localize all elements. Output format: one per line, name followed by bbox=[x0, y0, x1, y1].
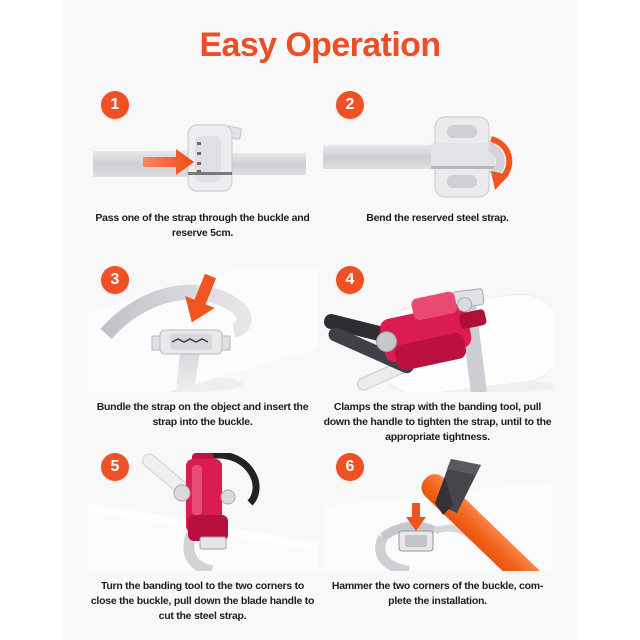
caption-line: Hammer the two corners of the buckle, com- bbox=[331, 580, 544, 592]
caption-line: Clamps the strap with the banding tool, pull bbox=[333, 401, 542, 413]
buckle bbox=[152, 330, 230, 354]
step-3 bbox=[85, 262, 320, 449]
caption-line: Bundle the strap on the object and insert the bbox=[96, 401, 309, 413]
step-2-illustration bbox=[323, 111, 553, 203]
step-number: 3 bbox=[110, 271, 120, 288]
instruction-sheet bbox=[63, 0, 577, 640]
step-5 bbox=[85, 449, 320, 639]
page-title: Easy Operation bbox=[199, 26, 441, 64]
step-number: 5 bbox=[110, 458, 120, 475]
steel-strap bbox=[323, 145, 443, 169]
caption-line: down the handle to tighten the strap, until to the bbox=[323, 416, 552, 428]
step-2 bbox=[320, 85, 555, 262]
steps-grid bbox=[85, 85, 555, 639]
step-number: 6 bbox=[345, 458, 355, 475]
step-2-caption bbox=[366, 211, 508, 226]
step-1-caption bbox=[95, 211, 309, 241]
caption-line: reserve 5cm. bbox=[171, 227, 234, 239]
step-6 bbox=[320, 449, 555, 639]
caption-line: cut the steel strap. bbox=[158, 610, 247, 622]
buckle bbox=[431, 117, 495, 197]
caption-line: close the buckle, pull down the blade handle to bbox=[90, 595, 315, 607]
caption-line: appropriate tightness. bbox=[385, 431, 490, 443]
step-number: 4 bbox=[345, 271, 355, 288]
step-number: 2 bbox=[345, 96, 355, 113]
step-number-badge bbox=[101, 91, 129, 119]
step-3-caption bbox=[97, 400, 309, 430]
caption-line: strap into the buckle. bbox=[152, 416, 253, 428]
step-1 bbox=[85, 85, 320, 262]
caption-line: Bend the reserved steel strap. bbox=[366, 212, 509, 224]
buckle bbox=[399, 531, 433, 551]
step-1-illustration bbox=[88, 111, 318, 203]
caption-line: Turn the banding tool to the two corners to bbox=[100, 580, 305, 592]
caption-line: Pass one of the strap through the buckle and bbox=[95, 212, 310, 224]
step-number-badge bbox=[336, 91, 364, 119]
caption-line: plete the installation. bbox=[388, 595, 487, 607]
step-4 bbox=[320, 262, 555, 449]
step-number-badge bbox=[336, 266, 364, 294]
step-6-caption bbox=[332, 579, 543, 609]
step-number-badge bbox=[101, 453, 129, 481]
step-number-badge bbox=[101, 266, 129, 294]
step-5-caption bbox=[91, 579, 314, 624]
step-4-caption bbox=[324, 400, 552, 445]
step-number-badge bbox=[336, 453, 364, 481]
step-number: 1 bbox=[110, 96, 120, 113]
